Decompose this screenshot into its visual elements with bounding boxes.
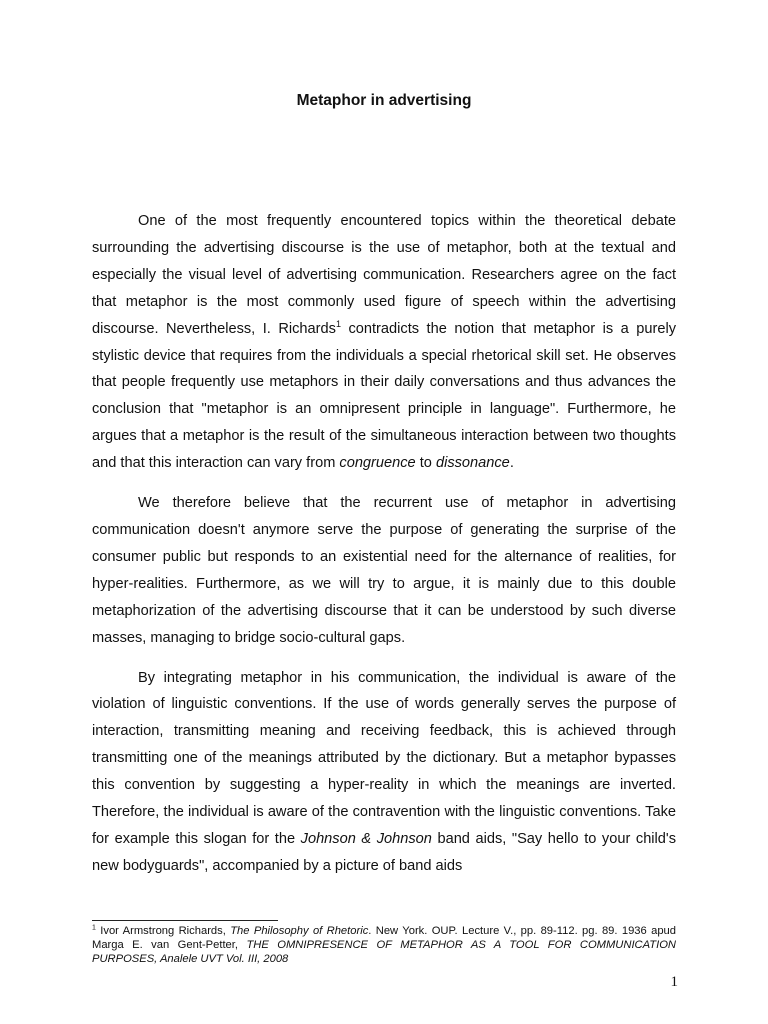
paragraph-3-text-b: band aids, "Say hello to your child's new bodyguards", accompanied by a picture of band aids xyxy=(92,830,676,874)
paragraph-3 xyxy=(92,665,676,880)
document-title: Metaphor in advertising xyxy=(296,92,472,109)
emphasis-congruence: congruence xyxy=(339,455,416,472)
footnote-separator xyxy=(92,920,278,921)
footnote xyxy=(92,924,676,966)
footnote-article-title: THE OMNIPRESENCE OF METAPHOR AS A TOOL FOR COMMUNICATION PURPOSES, Analele UVT Vol. III, 2008 xyxy=(92,939,676,965)
page-number: 1 xyxy=(670,974,678,990)
footnote-book-title: The Philosophy of Rhetoric xyxy=(230,925,369,937)
paragraph-1-text-a: One of the most frequently encountered topics within the theoretical debate surrounding the advertising discourse is the use of metaphor, both at the textual and especially the visual level of advertising communication. Researchers agree on the fact that metaphor is the most commonly used figure of speech within the advertising discourse. Nevertheless, I. Richards xyxy=(92,213,676,337)
footnote-text-b: . New York. OUP. Lecture V., pp. 89-112. pg. 89. 1936 apud Marga E. van Gent-Petter, xyxy=(92,925,676,951)
paragraph-1-text-c: to xyxy=(415,455,436,472)
footnote-reference[interactable]: 1 xyxy=(335,318,341,329)
paragraph-1-text-d: . xyxy=(509,455,514,472)
paragraph-3-text-a: By integrating metaphor in his communication, the individual is aware of the violation of linguistic conventions. If the use of words generally serves the purpose of interaction, transmitting meaning and receiving feedback, this is achieved through transmitting one of the meanings attributed by the dictionary. But a metaphor bypasses this convention by suggesting a hyper-reality in which the meanings are inverted. Therefore, the individual is aware of the contravention with the linguistic conventions. Take for example this slogan for the xyxy=(92,669,676,847)
paragraph-2: We therefore believe that the recurrent use of metaphor in advertising communication doesn't anymore serve the purpose of generating the surprise of the consumer public but responds to an existential need for the alternance of realities, for hyper-realities. Furthermore, as we will try to argue, it is mainly due to this double metaphorization of the advertising discourse that it can be understood by such diverse masses, managing to bridge socio-cultural gaps. xyxy=(92,495,676,646)
emphasis-dissonance: dissonance xyxy=(435,455,510,472)
emphasis-brand: Johnson & Johnson xyxy=(300,830,432,847)
footnote-text-a: Ivor Armstrong Richards, xyxy=(95,925,231,937)
paragraph-1 xyxy=(92,208,676,477)
paragraph-1-text-b: contradicts the notion that metaphor is a purely stylistic device that requires from the individuals a special rhetorical skill set. He observes that people frequently use metaphors in their daily conversations and thus advances the conclusion that "metaphor is an omnipresent principle in language". Furthermore, he argues that a metaphor is the result of the simultaneous interaction between two thoughts and that this interaction can vary from xyxy=(92,320,677,472)
body-text xyxy=(92,208,676,893)
footnote-marker: 1 xyxy=(92,924,96,932)
